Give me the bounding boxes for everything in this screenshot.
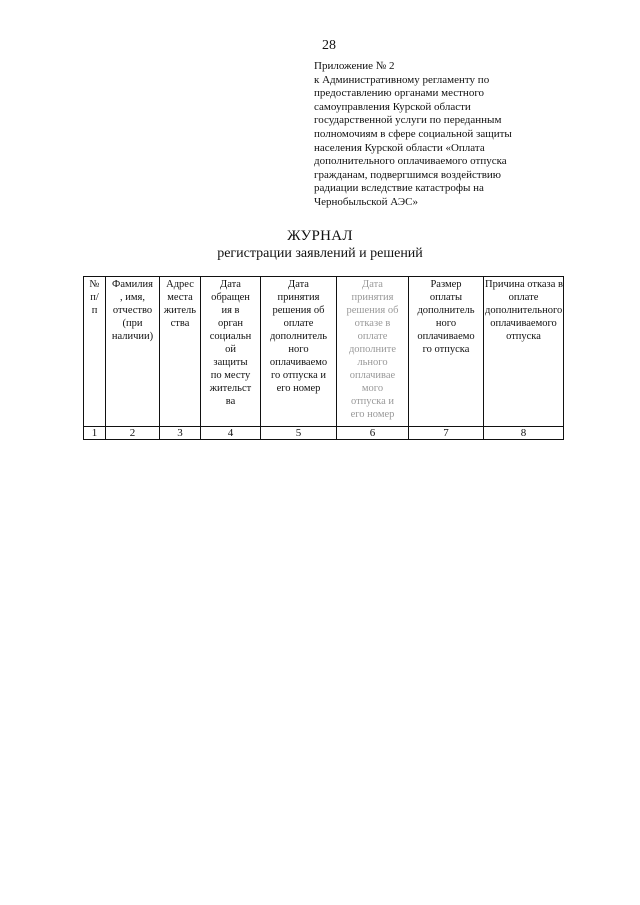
column-header-line: , имя, xyxy=(120,292,145,303)
column-header-line: № xyxy=(89,279,100,290)
column-header xyxy=(106,277,160,427)
column-header-line: решения об xyxy=(346,305,399,316)
appendix-line: гражданам, подвергшимся воздействию xyxy=(314,168,502,181)
column-header-line: Размер xyxy=(430,279,462,290)
journal-table xyxy=(83,276,564,440)
column-header-line: Адрес xyxy=(166,279,194,290)
column-header-line: Дата xyxy=(362,279,383,290)
column-header xyxy=(201,277,261,427)
column-header-line: ой xyxy=(225,344,236,355)
column-header-line: житель xyxy=(163,305,197,316)
column-header-line: го отпуска xyxy=(422,344,470,355)
appendix-line: предоставлению органами местного xyxy=(314,87,485,100)
appendix-line: самоуправления Курской области xyxy=(314,100,471,113)
appendix-line: к Административному регламенту по xyxy=(314,73,490,86)
page-number: 28 xyxy=(322,38,336,53)
column-header-line: отчество xyxy=(112,305,153,316)
column-header-line: оплаты xyxy=(429,292,463,303)
table-header-row xyxy=(84,277,564,427)
column-header-line: отпуска и xyxy=(350,396,395,407)
column-header-line: Дата xyxy=(220,279,241,290)
column-header-line: мого xyxy=(361,383,384,394)
journal-title: ЖУРНАЛ xyxy=(287,228,353,244)
column-header-line: по месту xyxy=(210,370,251,381)
column-number-row xyxy=(84,427,564,440)
column-header-line: наличии) xyxy=(111,331,154,342)
column-header-line: п/ xyxy=(90,292,99,303)
column-header-line: Дата xyxy=(288,279,309,290)
column-header-line: дополнитель xyxy=(417,305,475,316)
column-number: 7 xyxy=(409,427,484,440)
journal-subtitle: регистрации заявлений и решений xyxy=(217,246,423,261)
appendix-line: Приложение № 2 xyxy=(314,60,395,72)
column-number: 3 xyxy=(160,427,201,440)
column-header-line: оплачиваемо xyxy=(269,357,328,368)
appendix-line: государственной услуги по переданным xyxy=(314,114,502,127)
column-header xyxy=(484,277,564,427)
column-number: 6 xyxy=(337,427,409,440)
column-header xyxy=(409,277,484,427)
column-number: 4 xyxy=(201,427,261,440)
column-header-line: (при xyxy=(122,318,143,329)
column-header-line: дополнитель xyxy=(269,331,328,342)
appendix-line: полномочиям в сфере социальной защиты xyxy=(314,127,512,140)
appendix-line: населения Курской области «Оплата xyxy=(314,141,485,154)
column-number: 8 xyxy=(484,427,564,440)
appendix-line: Чернобыльской АЭС» xyxy=(314,195,418,208)
column-header xyxy=(160,277,201,427)
column-header-line: п xyxy=(91,305,98,316)
column-header-line: оплачиваемого xyxy=(490,318,557,329)
column-header-line: ва xyxy=(225,396,236,407)
column-header-line: дополнительного xyxy=(485,305,563,316)
column-header-line: ия в xyxy=(221,305,240,316)
column-number: 5 xyxy=(261,427,337,440)
column-header-line: оплачиваемо xyxy=(417,331,475,342)
column-header-line: ного xyxy=(435,318,457,329)
column-header-line: защиты xyxy=(213,357,248,368)
column-header-line: отпуска xyxy=(506,331,541,342)
column-header-line: ного xyxy=(288,344,309,355)
column-header-line: места xyxy=(167,292,193,303)
column-header-line: решения об xyxy=(272,305,325,316)
column-header-line: принятия xyxy=(351,292,394,303)
column-header-line: ства xyxy=(170,318,190,329)
appendix-block xyxy=(314,60,614,210)
column-header-line: Причина отказа в xyxy=(485,279,563,290)
column-header-line: его номер xyxy=(276,383,321,394)
column-header-line: жительст xyxy=(209,383,252,394)
column-header-line: оплате xyxy=(508,292,539,303)
column-header-line: принятия xyxy=(277,292,320,303)
column-header-line: обращен xyxy=(211,292,250,303)
column-header-line: его номер xyxy=(350,409,395,420)
appendix-line: дополнительного оплачиваемого отпуска xyxy=(314,155,507,168)
column-header-line: оплате xyxy=(283,318,314,329)
column-header xyxy=(337,277,409,427)
column-header-line: отказе в xyxy=(354,318,391,329)
column-header-line: орган xyxy=(217,318,244,329)
column-header-line: го отпуска и xyxy=(271,370,326,381)
column-header-line: льного xyxy=(357,357,388,368)
column-header-line: оплате xyxy=(357,331,388,342)
column-header-line: оплачивае xyxy=(349,370,396,381)
column-header-line: дополните xyxy=(348,344,397,355)
column-number: 2 xyxy=(106,427,160,440)
column-header-line: социальн xyxy=(209,331,252,342)
column-header xyxy=(261,277,337,427)
column-number: 1 xyxy=(84,427,106,440)
column-header xyxy=(84,277,106,427)
appendix-line: радиации вследствие катастрофы на xyxy=(314,182,484,195)
column-header-line: Фамилия xyxy=(112,279,153,290)
